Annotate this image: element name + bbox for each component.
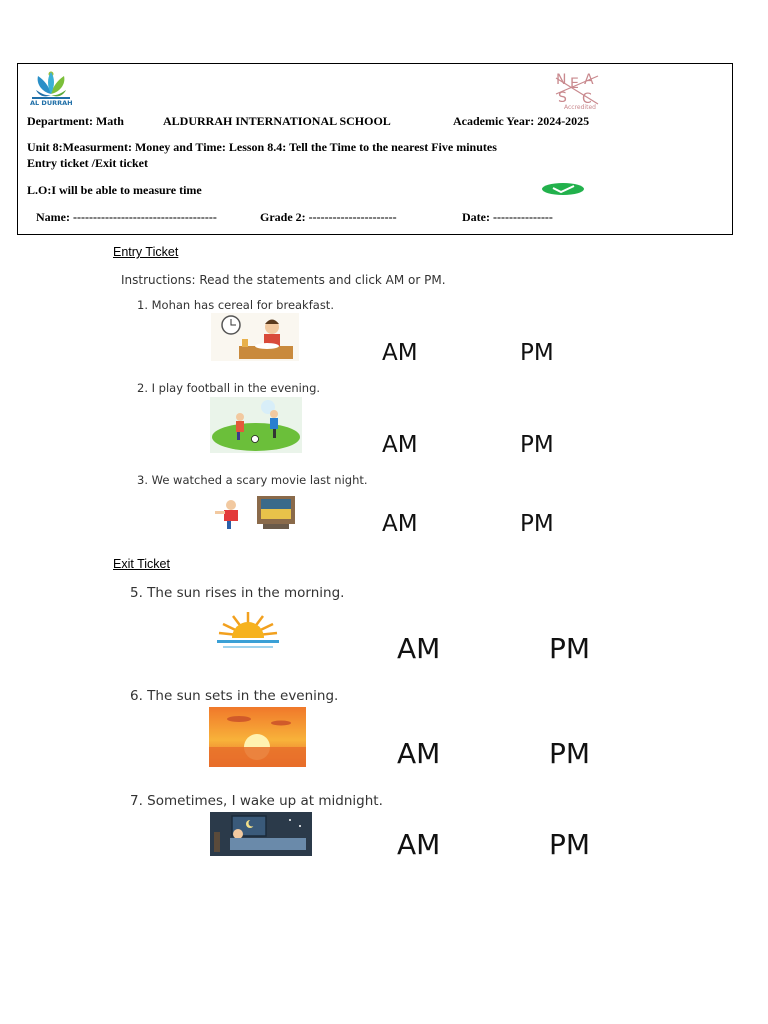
- svg-text:C: C: [582, 91, 592, 107]
- entry-question-1: 1. Mohan has cereal for breakfast.: [137, 298, 334, 312]
- entry-q1-pm-button[interactable]: PM: [520, 340, 554, 366]
- entry-q2-am-button[interactable]: AM: [382, 432, 418, 458]
- exit-q5-am-button[interactable]: AM: [397, 632, 441, 665]
- sunset-image: [209, 707, 306, 767]
- exit-question-7: 7. Sometimes, I wake up at midnight.: [130, 793, 383, 809]
- name-field[interactable]: Name: ------------------------------------: [36, 210, 217, 224]
- school-name: ALDURRAH INTERNATIONAL SCHOOL: [163, 114, 391, 128]
- date-field[interactable]: Date: ---------------: [462, 210, 553, 224]
- svg-text:N: N: [556, 72, 567, 88]
- entry-q3-am-button[interactable]: AM: [382, 511, 418, 537]
- exit-question-5: 5. The sun rises in the morning.: [130, 585, 345, 601]
- exit-q6-am-button[interactable]: AM: [397, 737, 441, 770]
- entry-q1-am-button[interactable]: AM: [382, 340, 418, 366]
- school-logo: [28, 68, 74, 112]
- entry-instructions: Instructions: Read the statements and click AM or PM.: [121, 273, 446, 287]
- movie-image: [213, 492, 301, 532]
- grade-field[interactable]: Grade 2: ----------------------: [260, 210, 397, 224]
- neasc-caption: Accredited: [564, 104, 596, 111]
- exit-q7-pm-button[interactable]: PM: [549, 828, 591, 861]
- entry-question-3: 3. We watched a scary movie last night.: [137, 473, 368, 487]
- unit-title: Unit 8:Measurment: Money and Time: Lesson 8.4: Tell the Time to the nearest Five minutes: [27, 140, 497, 154]
- exit-question-6: 6. The sun sets in the evening.: [130, 688, 339, 704]
- entry-q3-pm-button[interactable]: PM: [520, 511, 554, 537]
- svg-text:A: A: [584, 72, 594, 88]
- checkmark-icon: [541, 182, 585, 201]
- svg-text:E: E: [570, 76, 579, 92]
- exit-q7-am-button[interactable]: AM: [397, 828, 441, 861]
- exit-q5-pm-button[interactable]: PM: [549, 632, 591, 665]
- football-image: [210, 397, 302, 453]
- svg-text:S: S: [558, 90, 567, 106]
- school-logo-text: AL DURRAH: [30, 99, 73, 107]
- exit-q6-pm-button[interactable]: PM: [549, 737, 591, 770]
- entry-question-2: 2. I play football in the evening.: [137, 381, 321, 395]
- entry-ticket-heading: Entry Ticket: [113, 245, 179, 259]
- breakfast-image: [211, 313, 299, 361]
- exit-ticket-heading: Exit Ticket: [113, 557, 170, 571]
- neasc-logo-label: NEASC: [610, 70, 614, 71]
- sunrise-image: [213, 606, 283, 662]
- entry-q2-pm-button[interactable]: PM: [520, 432, 554, 458]
- learning-objective: L.O:I will be able to measure time: [27, 183, 202, 197]
- ticket-type: Entry ticket /Exit ticket: [27, 156, 148, 170]
- academic-year: Academic Year: 2024-2025: [453, 114, 590, 128]
- midnight-image: [210, 812, 312, 856]
- department-label: Department: Math: [27, 114, 124, 128]
- neasc-logo: [552, 70, 604, 112]
